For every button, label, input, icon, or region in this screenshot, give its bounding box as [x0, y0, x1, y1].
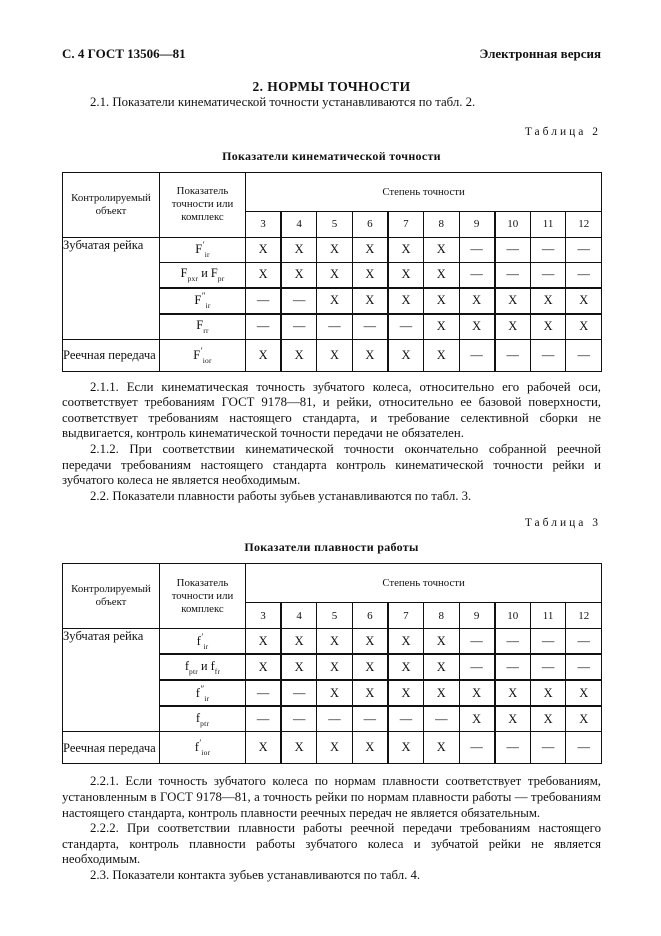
- mark-cell: X: [388, 629, 424, 655]
- designation-base: F: [196, 318, 204, 333]
- mark-cell: X: [423, 288, 459, 314]
- mark-cell: X: [566, 680, 602, 706]
- designation-cell: [160, 262, 246, 288]
- degree-number: 10: [495, 603, 531, 629]
- mark-cell: —: [495, 262, 531, 288]
- accuracy-indicator-header: Показатель точности или комплекс: [160, 172, 246, 237]
- mark-cell: —: [459, 237, 495, 262]
- mark-cell: —: [317, 706, 353, 732]
- mark-cell: —: [281, 680, 317, 706]
- mark-cell: X: [530, 288, 566, 314]
- mark-cell: X: [352, 629, 388, 655]
- mark-cell: —: [281, 314, 317, 340]
- mark-cell: —: [495, 237, 531, 262]
- designation-subscript: ior: [201, 748, 211, 758]
- mark-cell: X: [530, 680, 566, 706]
- mark-cell: —: [495, 654, 531, 680]
- mark-cell: —: [495, 339, 531, 371]
- mark-cell: X: [495, 288, 531, 314]
- degree-number: 7: [388, 603, 424, 629]
- controlled-object-header: Контролируемый объект: [63, 564, 160, 629]
- degree-number: 8: [423, 603, 459, 629]
- mark-cell: —: [459, 654, 495, 680]
- designation-subscript: ptr: [189, 666, 198, 676]
- mark-cell: X: [423, 629, 459, 655]
- paragraph-2-2: 2.2. Показатели плавности работы зубьев устанавливаются по табл. 3.: [90, 488, 472, 503]
- mark-cell: X: [246, 339, 282, 371]
- mark-cell: X: [388, 732, 424, 764]
- mark-cell: X: [281, 629, 317, 655]
- accuracy-indicator-header: Показатель точности или комплекс: [160, 564, 246, 629]
- page-number-doc-code: С. 4 ГОСТ 13506—81: [62, 46, 186, 61]
- designation-cell: [160, 237, 246, 262]
- mark-cell: —: [566, 237, 602, 262]
- table-header-row: [63, 172, 602, 211]
- designation-subscript: ir: [205, 301, 211, 311]
- mark-cell: X: [246, 732, 282, 764]
- degree-of-accuracy-header: Степень точности: [246, 564, 602, 603]
- mark-cell: X: [423, 654, 459, 680]
- designation-subscript: ior: [202, 355, 212, 365]
- designation-prime: ′: [201, 631, 204, 642]
- degree-number: 9: [459, 211, 495, 237]
- mark-cell: X: [281, 262, 317, 288]
- mark-cell: X: [246, 262, 282, 288]
- mark-cell: —: [530, 237, 566, 262]
- mark-cell: X: [388, 654, 424, 680]
- mark-cell: X: [317, 654, 353, 680]
- mark-cell: —: [281, 706, 317, 732]
- designation-subscript: ir: [204, 693, 210, 703]
- table-row: [63, 732, 602, 764]
- mark-cell: X: [317, 339, 353, 371]
- mark-cell: X: [495, 314, 531, 340]
- paragraph-2-3: 2.3. Показатели контакта зубьев устанавливаются по табл. 4.: [90, 867, 421, 882]
- mark-cell: —: [530, 629, 566, 655]
- designation-base: f: [194, 740, 199, 755]
- mark-cell: X: [530, 706, 566, 732]
- mark-cell: X: [423, 314, 459, 340]
- mark-cell: X: [281, 732, 317, 764]
- object-cell: Зубчатая рейка: [63, 237, 160, 339]
- paragraph-2-1-1: 2.1.1. Если кинематическая точность зубчатого колеса, относительно его рабочей оси, соответствует требованиям ГОСТ 9178—81, и рейки, относительно ее базовой поверхности, соответствует требованиям настоящего стандарта, и требование селективной сборки не выдвигается, контроль кинематической точности передачи не обязателен.: [62, 379, 601, 441]
- designation-subscript: ptr: [200, 718, 210, 728]
- designation-base: F: [194, 293, 202, 308]
- mark-cell: —: [317, 314, 353, 340]
- mark-cell: X: [388, 237, 424, 262]
- mark-cell: X: [352, 262, 388, 288]
- mark-cell: X: [281, 237, 317, 262]
- degree-number: 4: [281, 211, 317, 237]
- mark-cell: —: [459, 732, 495, 764]
- designation-cell: [160, 680, 246, 706]
- controlled-object-header: Контролируемый объект: [63, 172, 160, 237]
- designation-cell: [160, 629, 246, 655]
- designation-base: f: [195, 685, 200, 700]
- table-row: [63, 237, 602, 262]
- designation-subscript: ir: [204, 250, 210, 260]
- mark-cell: X: [566, 314, 602, 340]
- mark-cell: —: [246, 288, 282, 314]
- designation-prime: ′: [199, 738, 202, 749]
- designation-base: F: [180, 266, 188, 281]
- mark-cell: —: [566, 654, 602, 680]
- object-cell: Реечная передача: [63, 732, 160, 764]
- designation-cell: [160, 288, 246, 314]
- table-2-title: Показатели кинематической точности: [222, 148, 441, 163]
- mark-cell: X: [352, 339, 388, 371]
- mark-cell: X: [423, 339, 459, 371]
- designation-prime: ″: [201, 291, 206, 302]
- mark-cell: X: [423, 237, 459, 262]
- designation-subscript: ir: [203, 641, 209, 651]
- mark-cell: —: [246, 680, 282, 706]
- degree-number: 12: [566, 211, 602, 237]
- designation-base: f: [195, 710, 201, 725]
- mark-cell: X: [352, 732, 388, 764]
- designation-subscript: pxr: [187, 274, 199, 284]
- mark-cell: —: [352, 314, 388, 340]
- designation-subscript: rr: [203, 326, 209, 336]
- mark-cell: X: [388, 288, 424, 314]
- designation-cell: [160, 706, 246, 732]
- mark-cell: X: [281, 339, 317, 371]
- mark-cell: X: [459, 288, 495, 314]
- mark-cell: X: [317, 732, 353, 764]
- mark-cell: X: [352, 237, 388, 262]
- designation-connector: и: [198, 266, 211, 281]
- degree-number: 6: [352, 211, 388, 237]
- table-header-row: [63, 564, 602, 603]
- mark-cell: X: [352, 680, 388, 706]
- table-2-caption: Таблица 2: [524, 125, 601, 138]
- mark-cell: —: [459, 629, 495, 655]
- paragraph-2-2-1: 2.2.1. Если точность зубчатого колеса по нормам плавности соответствует требованиям, установленным в ГОСТ 9178—81, а точность рейки по нормам плавности работы — требованиям настоящего стандарта, контроль плавности реечных передач не является обязательным.: [62, 774, 601, 820]
- mark-cell: X: [530, 314, 566, 340]
- mark-cell: —: [246, 314, 282, 340]
- mark-cell: X: [317, 288, 353, 314]
- degree-number: 11: [530, 211, 566, 237]
- mark-cell: X: [352, 288, 388, 314]
- mark-cell: —: [530, 262, 566, 288]
- degree-number: 3: [246, 211, 282, 237]
- mark-cell: X: [352, 654, 388, 680]
- mark-cell: X: [388, 262, 424, 288]
- table-row: [63, 339, 602, 371]
- mark-cell: X: [317, 680, 353, 706]
- degree-number: 4: [281, 603, 317, 629]
- designation-cell: [160, 339, 246, 371]
- mark-cell: X: [459, 314, 495, 340]
- designation-base: f: [196, 633, 201, 648]
- mark-cell: X: [566, 706, 602, 732]
- table-3-caption: Таблица 3: [524, 517, 601, 530]
- mark-cell: X: [317, 629, 353, 655]
- paragraph-2-1-2: 2.1.2. При соответствии кинематической точности окончательно собранной реечной передачи требованиям настоящего стандарта контроль кинематической точности рейки и зубчатого колеса не является необходимым.: [62, 441, 601, 488]
- mark-cell: X: [317, 237, 353, 262]
- mark-cell: —: [530, 339, 566, 371]
- designation-subscript: fr: [214, 666, 221, 676]
- mark-cell: X: [281, 654, 317, 680]
- degree-number: 10: [495, 211, 531, 237]
- mark-cell: X: [246, 654, 282, 680]
- table-kinematic-accuracy: [62, 172, 602, 372]
- designation-base: f: [184, 658, 190, 673]
- degree-number: 11: [530, 603, 566, 629]
- designation-cell: [160, 654, 246, 680]
- mark-cell: —: [423, 706, 459, 732]
- mark-cell: X: [388, 339, 424, 371]
- table-3-title: Показатели плавности работы: [244, 540, 419, 555]
- mark-cell: —: [566, 732, 602, 764]
- designation-base: F: [210, 266, 218, 281]
- mark-cell: X: [423, 262, 459, 288]
- mark-cell: —: [495, 732, 531, 764]
- mark-cell: X: [495, 706, 531, 732]
- mark-cell: —: [566, 629, 602, 655]
- degree-number: 9: [459, 603, 495, 629]
- mark-cell: X: [566, 288, 602, 314]
- mark-cell: —: [352, 706, 388, 732]
- degree-number: 6: [352, 603, 388, 629]
- page-header: [62, 46, 601, 62]
- document-page: [62, 46, 601, 884]
- table-row: [63, 629, 602, 655]
- designation-prime: ′: [200, 345, 203, 356]
- designation-subscript: pr: [217, 274, 225, 284]
- degree-number: 12: [566, 603, 602, 629]
- mark-cell: X: [317, 262, 353, 288]
- designation-cell: [160, 314, 246, 340]
- mark-cell: —: [459, 339, 495, 371]
- designation-base: F: [195, 242, 203, 257]
- mark-cell: —: [388, 706, 424, 732]
- mark-cell: X: [246, 629, 282, 655]
- object-cell: Зубчатая рейка: [63, 629, 160, 732]
- mark-cell: X: [459, 680, 495, 706]
- mark-cell: —: [459, 262, 495, 288]
- table-smoothness: [62, 563, 602, 764]
- mark-cell: X: [246, 237, 282, 262]
- mark-cell: X: [495, 680, 531, 706]
- mark-cell: X: [388, 680, 424, 706]
- mark-cell: X: [423, 732, 459, 764]
- electronic-version-label: Электронная версия: [479, 46, 601, 61]
- designation-connector: и: [197, 658, 211, 673]
- designation-prime: ″: [200, 683, 205, 694]
- degree-number: 7: [388, 211, 424, 237]
- degree-number: 3: [246, 603, 282, 629]
- paragraph-2-1: 2.1. Показатели кинематической точности устанавливаются по табл. 2.: [90, 95, 476, 109]
- mark-cell: —: [530, 654, 566, 680]
- object-cell: Реечная передача: [63, 339, 160, 371]
- degree-of-accuracy-header: Степень точности: [246, 172, 602, 211]
- section-title: 2. НОРМЫ ТОЧНОСТИ: [252, 79, 411, 94]
- mark-cell: —: [566, 339, 602, 371]
- designation-cell: [160, 732, 246, 764]
- mark-cell: —: [530, 732, 566, 764]
- mark-cell: —: [495, 629, 531, 655]
- mark-cell: —: [281, 288, 317, 314]
- designation-prime: ′: [202, 240, 205, 251]
- degree-number: 5: [317, 603, 353, 629]
- mark-cell: —: [566, 262, 602, 288]
- mark-cell: X: [459, 706, 495, 732]
- mark-cell: —: [388, 314, 424, 340]
- designation-base: f: [210, 658, 215, 673]
- mark-cell: —: [246, 706, 282, 732]
- mark-cell: X: [423, 680, 459, 706]
- designation-base: F: [193, 347, 201, 362]
- degree-number: 8: [423, 211, 459, 237]
- degree-number: 5: [317, 211, 353, 237]
- paragraph-2-2-2: 2.2.2. При соответствии плавности работы реечной передачи требованиям настоящего стандарта, контроль плавности работы зубчатого колеса и зубчатой рейки не является необходимым.: [62, 821, 601, 867]
